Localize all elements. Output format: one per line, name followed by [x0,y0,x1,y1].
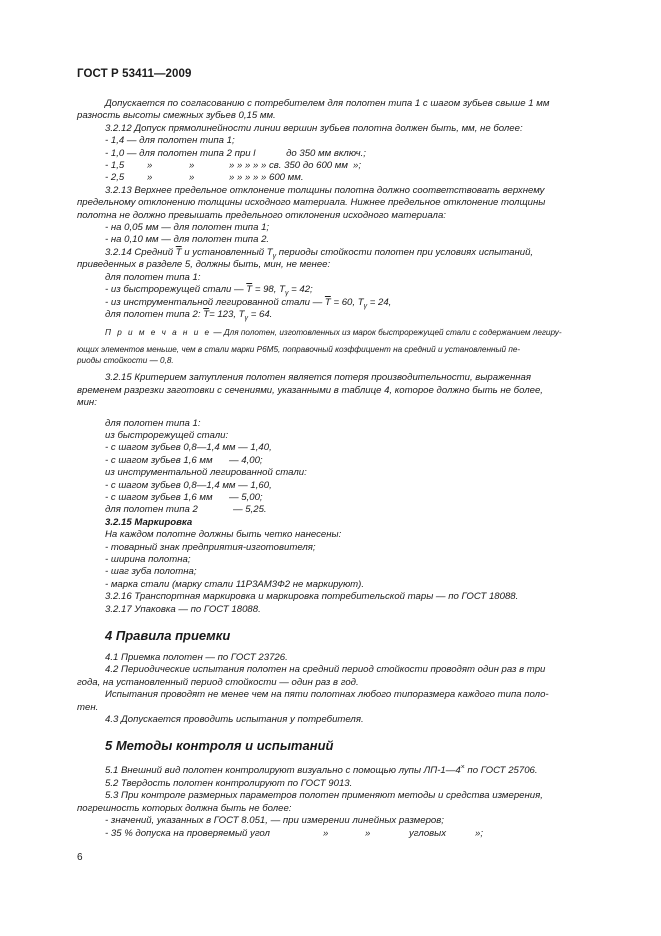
page-number: 6 [77,852,83,863]
document-header: ГОСТ Р 53411—2009 [77,68,192,80]
clause-5-2: 5.2 Твердость полотен контролируют по ГОСТ 9013. [105,778,353,790]
section-heading-4: 4 Правила приемки [105,628,231,644]
list-item: - с шагом зубьев 0,8—1,4 мм — 1,60, [105,479,272,491]
paragraph: из быстрорежущей стали: [105,429,229,441]
list-item: - шаг зуба полотна; [105,566,197,578]
clause-3-2-14: 3.2.14 Средний $\overline{T}$ и установленный $T_\gamma$ периоды стойкости полотен при условиях испытаний, [105,246,534,260]
list-item: - с шагом зубьев 0,8—1,4 мм — 1,40, [105,442,272,454]
paragraph: Испытания проводят не менее чем на пяти полотнах любого типоразмера каждого типа поло- [105,689,549,701]
list-item: - 2,5 » » » » » » » 600 мм. [105,172,304,184]
clause-5-3: 5.3 При контроле размерных параметров полотен применяют методы и средства измерения, [105,790,543,802]
list-item: - 1,4 — для полотен типа 1; [105,135,235,147]
paragraph: для полотен типа 2 — 5,25. [105,504,267,516]
clause-3-2-15: 3.2.15 Критерием затупления полотен является потеря производительности, выраженная [105,372,532,384]
clause-3-2-16: 3.2.16 Транспортная маркировка и маркировка потребительской тары — по ГОСТ 18088. [105,591,519,603]
clause-3-2-17: 3.2.17 Упаковка — по ГОСТ 18088. [105,603,261,615]
paragraph: погрешность которых должна быть не более: [77,802,292,814]
list-item: - с шагом зубьев 1,6 мм — 5,00; [105,491,263,503]
clause-3-2-13: 3.2.13 Верхнее предельное отклонение толщины полотна должно соответствовать верхнему [105,184,545,196]
paragraph: временем разрезки заготовки с сечениями, указанными в таблице 4, которое должно быть не более, [77,384,543,396]
paragraph: приведенных в разделе 5, должны быть, мин, не менее: [77,259,331,271]
list-item: - на 0,10 мм — для полотен типа 2. [105,234,270,246]
list-item: - товарный знак предприятия-изготовителя; [105,541,316,553]
paragraph: Допускается по согласованию с потребителем для полотен типа 1 с шагом зубьев свыше 1 мм [105,98,550,109]
list-item: - из инструментальной легированной стали — $\overline{T} = 60$, $T_\gamma = 24$, [105,296,392,310]
paragraph: мин: [77,397,97,409]
paragraph: На каждом полотне должны быть четко нанесены: [105,529,342,541]
clause-4-1: 4.1 Приемка полотен — по ГОСТ 23726. [105,652,288,664]
clause-heading-marking: 3.2.15 Маркировка [105,516,193,528]
document-body [77,98,617,840]
list-item: - с шагом зубьев 1,6 мм — 4,00; [105,454,263,466]
list-item: - 1,5 » » » » » » » св. 350 до 600 мм »; [105,160,362,172]
note: П р и м е ч а н и е — Для полотен, изготовленных из марок быстрорежущей стали с содержанием легиру- [105,328,562,338]
clause-5-1: 5.1 Внешний вид полотен контролируют визуально с помощью лупы ЛП-1—4× по ГОСТ 25706. [105,764,538,777]
paragraph: разность высоты смежных зубьев 0,15 мм. [77,110,276,122]
paragraph: для полотен типа 1: [105,417,201,429]
list-item: - марка стали (марку стали 11Р3АМ3Ф2 не маркируют). [105,578,365,590]
paragraph: для полотен типа 2: $\overline{T}= 123$, $T_\gamma = 64$. [105,308,273,322]
note: риоды стойкости — 0,8. [77,356,174,366]
paragraph: полотна не должно превышать предельного отклонения исходного материала: [77,209,446,221]
clause-4-3: 4.3 Допускается проводить испытания у потребителя. [105,714,364,726]
paragraph: для полотен типа 1: [105,271,201,283]
section-heading-5: 5 Методы контроля и испытаний [105,738,334,754]
list-item: - на 0,05 мм — для полотен типа 1; [105,222,270,234]
paragraph: из инструментальной легированной стали: [105,467,307,479]
paragraph: тен. [77,701,99,713]
clause-4-2: 4.2 Периодические испытания полотен на средний период стойкости проводят один раз в три [105,664,546,676]
note: ющих элементов меньше, чем в стали марки Р6М5, поправочный коэффициент на средний и установленный пе- [77,345,521,355]
list-item [77,148,617,160]
list-item-text: до 350 мм включ.; [286,147,366,159]
paragraph: предельному отклонению толщины исходного материала. Нижнее предельное отклонение толщины [77,197,546,209]
list-item: - из быстрорежущей стали — $\overline{T} = 98$, $T_\gamma = 42$; [105,284,313,297]
paragraph: года, на установленный период стойкости — один раз в год. [77,676,359,688]
clause-3-2-12: 3.2.12 Допуск прямолинейности линии вершин зубьев полотна должен быть, мм, не более: [105,122,523,134]
list-item: - 35 % допуска на проверяемый угол » » угловых »; [105,827,484,839]
list-item: - ширина полотна; [105,554,191,565]
list-item: - значений, указанных в ГОСТ 8.051, — при измерении линейных размеров; [105,815,444,827]
list-item-text: - 1,0 — для полотен типа 2 при l [105,147,256,159]
